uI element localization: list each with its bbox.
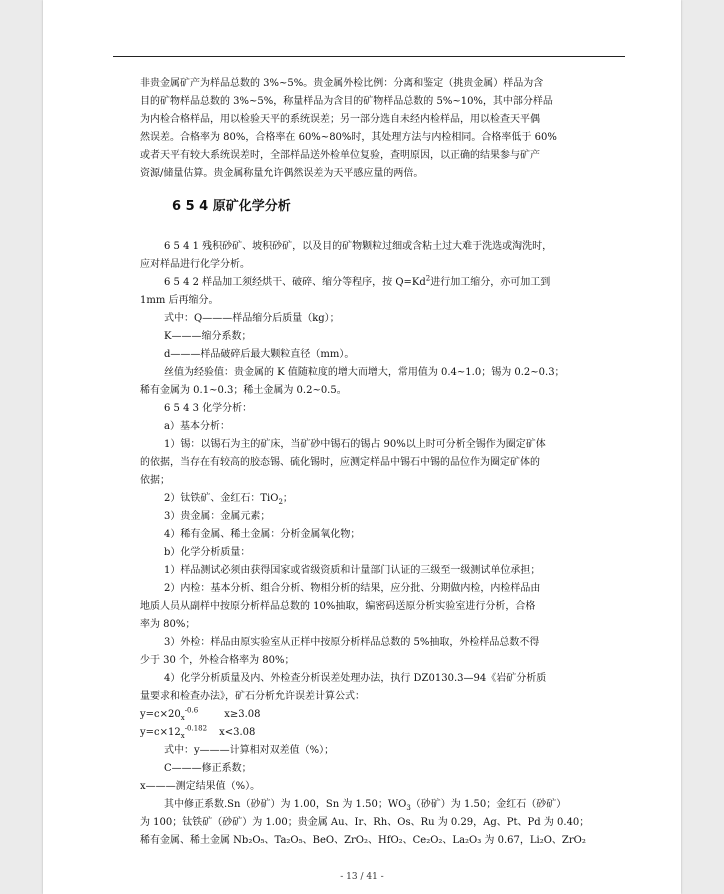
text-line: 稀有金属为 0.1~0.3；稀土金属为 0.2~0.5。 (140, 385, 347, 396)
item-b3 (140, 634, 626, 670)
error-formulas (140, 706, 626, 742)
page-number: - 13 / 41 - (340, 872, 384, 882)
text-line: C———修正系数； (164, 763, 252, 774)
text-line: 1）样品测试必须由获得国家或省级资质和计量部门认证的三级至一级测试单位承担； (164, 565, 541, 576)
text-line: 6 5 4 1 残积砂矿、坡积砂矿，以及目的矿物颗粒过细或含粘土过大难于洗选或淘洗时， (164, 241, 553, 252)
coef-text: 其中修正系数.Sn（砂矿）为 1.00，Sn 为 1.50；WO (164, 799, 407, 810)
text-line: a）基本分析： (164, 421, 230, 432)
formula-text: 6 5 4 2 样品加工须经烘干、破碎、缩分等程序，按 Q=Kd (164, 277, 426, 288)
superscript: 2 (425, 274, 431, 283)
item-b4 (140, 670, 626, 706)
section-heading: 6 5 4 原矿化学分析 (172, 199, 291, 214)
paragraph-6542 (140, 274, 626, 310)
formula-text-tail: 进行加工缩分，亦可加工到 (430, 277, 551, 288)
formula-condition: x≥3.08 (224, 709, 261, 720)
subscript: 2 (278, 498, 283, 506)
text-line: 或者天平有较大系统误差时，全部样品送外检单位复验，查明原因，以正确的结果参与矿产 (140, 150, 540, 161)
item-a1 (140, 436, 626, 490)
item-text-tail: ； (282, 493, 293, 504)
formula-variable-defs (140, 742, 650, 796)
text-line: 依据； (140, 475, 170, 486)
text-line: 1mm 后再缩分。 (140, 295, 219, 306)
intro-paragraph (140, 75, 626, 183)
coef-text-tail: （砂矿）为 1.50；金红石（砂矿） (410, 799, 567, 810)
text-line: 3）外检：样品由原实验室从正样中按原分析样品总数的 5%抽取，外检样品总数不得 (164, 637, 540, 648)
formula-definitions (164, 310, 650, 364)
item-text: 2）钛铁矿、金红石：TiO (164, 493, 279, 504)
text-line (164, 490, 650, 508)
subscript: x (180, 732, 185, 740)
formula-lhs: y=c×20 (140, 709, 181, 720)
paragraph-6541 (140, 238, 626, 274)
text-line: 应对样品进行化学分析。 (140, 259, 250, 270)
text-line: 丝值为经验值：贵金属的 K 值随粒度的增大而增大，常用值为 0.4~1.0；锡为 0.2~0.3； (164, 367, 565, 378)
text-line: d———样品破碎后最大颗粒直径（mm）。 (164, 349, 355, 360)
text-line: 为内检合格样品，用以检验天平的系统误差；另一部分选自未经内检样品，用以检查天平偶 (140, 114, 540, 125)
text-line: 率为 80%； (140, 619, 196, 630)
text-line: b）化学分析质量： (164, 547, 251, 558)
text-line (140, 796, 626, 814)
text-line: 非贵金属矿产为样品总数的 3%~5%。贵金属外检比例：分离和鉴定（挑贵金属）样品为含 (140, 78, 544, 89)
text-line: 4）化学分析质量及内、外检查分析误差处理办法，执行 DZ0130.3—94《岩矿分析质 (164, 673, 547, 684)
text-line: 量要求和检查办法》，矿石分析允许误差计算公式： (140, 691, 365, 702)
text-line: 为 100；钛铁矿（砂矿）为 1.00；贵金属 Au、Ir、Rh、Os、Ru 为 0.29，Ag、Pt、Pd 为 0.40； (140, 817, 590, 828)
superscript: -0.6 (184, 706, 199, 715)
text-line: 式中：y———计算相对双差值（%）； (164, 745, 335, 756)
text-line: 式中：Q———样品缩分后质量（kg）； (164, 313, 340, 324)
text-line: 6 5 4 3 化学分析： (164, 403, 253, 414)
formula-1 (140, 706, 626, 724)
correction-coefficients (140, 796, 626, 850)
text-line (140, 274, 626, 292)
chem-analysis-items (164, 400, 650, 436)
text-line: 3）贵金属：金属元素； (164, 511, 271, 522)
text-line: 1）锡：以锡石为主的矿床，当矿砂中锡石的锡占 90%以上时可分析全锡作为圈定矿体 (164, 439, 546, 450)
text-line: 2）内检：基本分析、组合分析、物相分析的结果，应分批、分期做内检，内检样品由 (164, 583, 541, 594)
subscript: x (180, 714, 185, 722)
text-line: 目的矿物样品总数的 3%~5%，称量样品为含目的矿物样品总数的 5%~10%，其中部分样品 (140, 96, 553, 107)
subscript: 3 (406, 804, 411, 812)
items-a2-b1 (164, 490, 650, 580)
item-b2 (140, 580, 626, 634)
text-line: 少于 30 个，外检合格率为 80%； (140, 655, 295, 666)
text-line: K———缩分系数； (164, 331, 252, 342)
k-values-paragraph (140, 364, 626, 400)
text-line: 的依据，当存在有较高的胶态锡、硫化锡时，应测定样品中锡石中锡的品位作为圈定矿体的 (140, 457, 540, 468)
header-rule (113, 56, 625, 57)
text-line: 4）稀有金属、稀土金属：分析金属氧化物； (164, 529, 361, 540)
text-line: 地质人员从副样中按原分析样品总数的 10%抽取，编密码送原分析实验室进行分析，合格 (140, 601, 536, 612)
text-line: 稀有金属、稀土金属 Nb₂O₅、Ta₂O₅、BeO、ZrO₂、HfO₂、Ce₂O₂、La₂O₃ 为 0.67，Li₂O、ZrO₂ (140, 835, 586, 846)
text-line: 资源/储量估算。贵金属称量允许偶然误差为天平感应量的两倍。 (140, 168, 424, 179)
text-line: 然误差。合格率为 80%，合格率在 60%~80%时，其处理方法与内检相同。合格率低于 60% (140, 132, 557, 143)
formula-2 (140, 724, 626, 742)
formula-lhs: y=c×12 (140, 727, 181, 738)
superscript: -0.182 (184, 724, 208, 733)
text-line: x———测定结果值（%）。 (140, 781, 261, 792)
formula-condition: x<3.08 (219, 727, 256, 738)
